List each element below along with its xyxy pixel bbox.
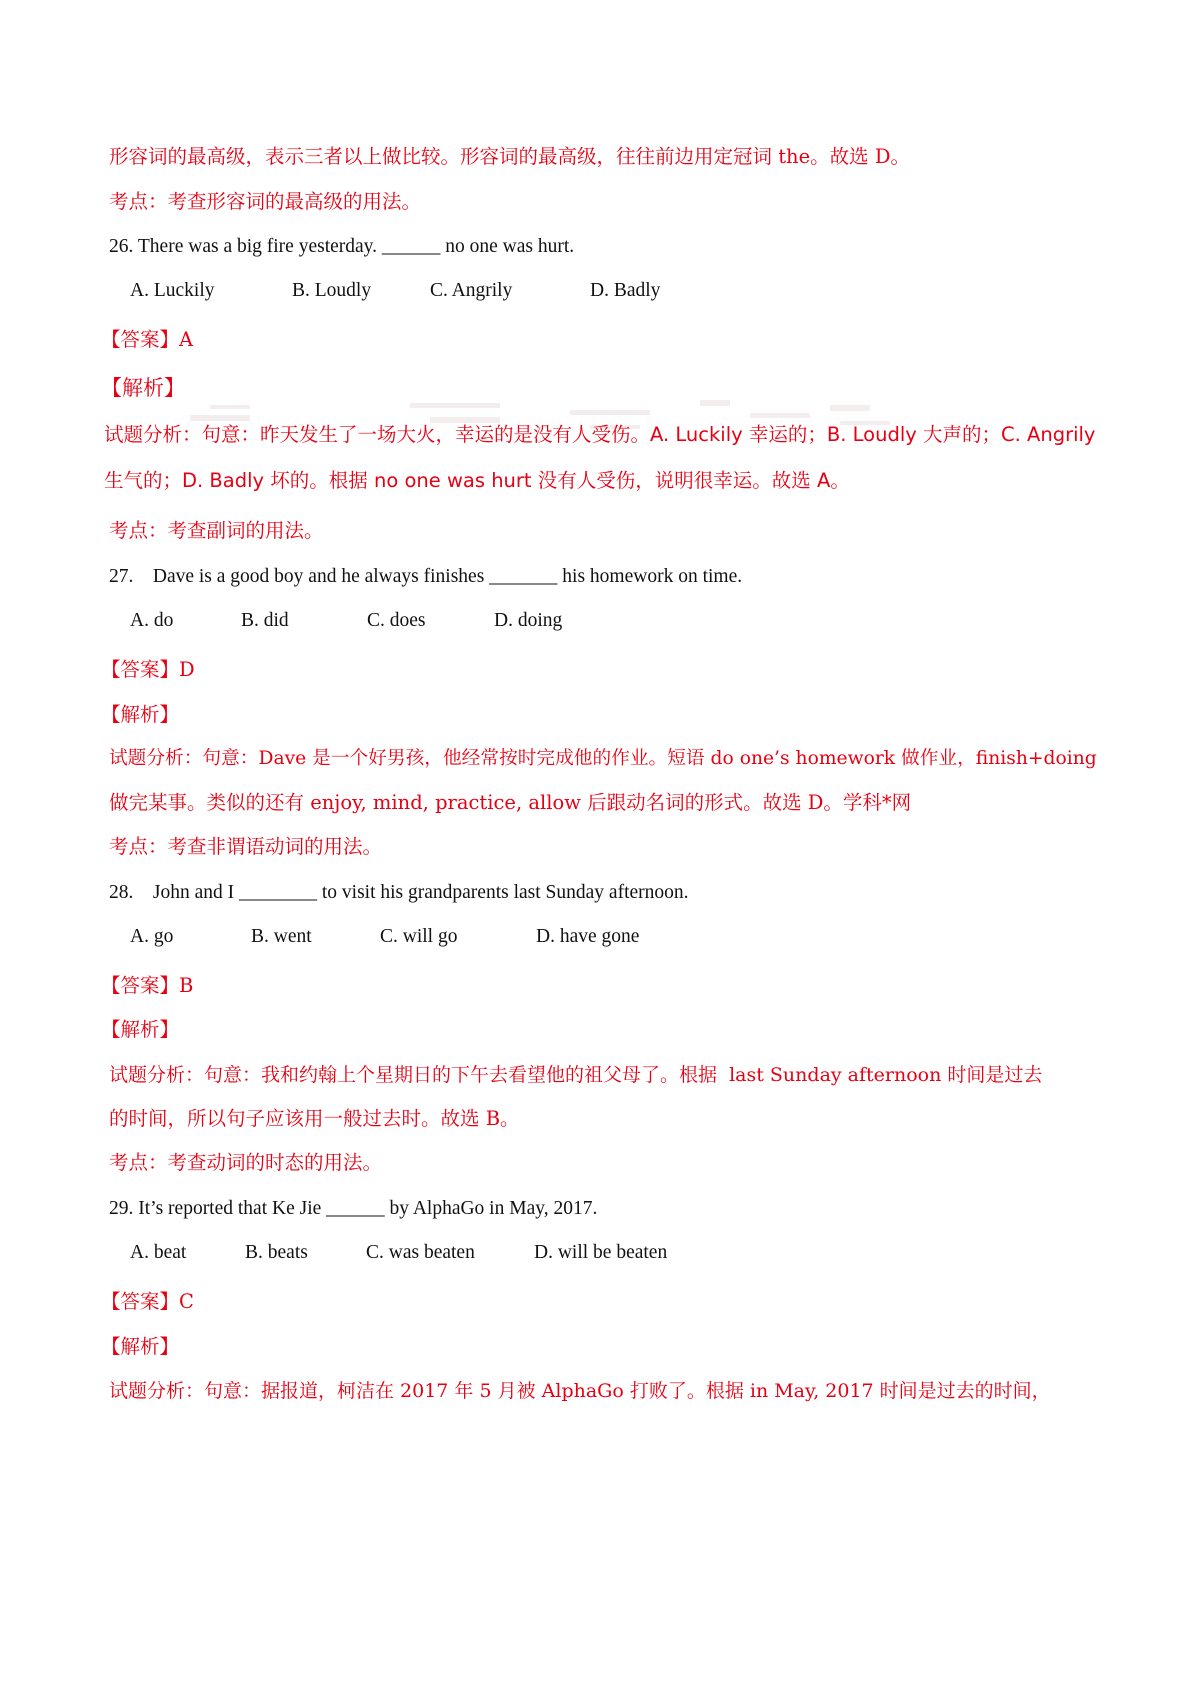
option-d: D. will be beaten [534, 1242, 668, 1263]
option-c: C. Angrily [430, 280, 513, 301]
question-27-analysis-line2: 做完某事。类似的还有 enjoy, mind, practice, allow 后跟动名词的形式。故选 D。学科*网 [109, 791, 912, 814]
question-28-jiexi-label: 【解析】 [101, 1018, 180, 1041]
question-26-stem: 26. There was a big fire yesterday. ______ no one was hurt. [109, 236, 575, 257]
question-29-stem: 29. It’s reported that Ke Jie ______ by AlphaGo in May, 2017. [109, 1198, 598, 1219]
option-b: B. went [251, 926, 312, 947]
option-d: D. have gone [536, 926, 640, 947]
question-27-analysis-line1: 试题分析：句意：Dave 是一个好男孩，他经常按时完成他的作业。短语 do one’s homework 做作业，finish+doing [109, 748, 1097, 769]
question-29-answer: 【答案】C [101, 1290, 194, 1313]
option-a: A. Luckily [130, 280, 215, 301]
question-26-analysis-line1: 试题分析：句意：昨天发生了一场大火，幸运的是没有人受伤。A. Luckily 幸运的；B. Loudly 大声的；C. Angrily [104, 423, 1096, 446]
option-d: D. Badly [590, 280, 661, 301]
option-c: C. does [367, 610, 426, 631]
option-a: A. beat [130, 1242, 187, 1263]
question-26-analysis-line2: 生气的；D. Badly 坏的。根据 no one was hurt 没有人受伤，说明很幸运。故选 A。 [104, 469, 850, 492]
question-27-options [130, 606, 830, 636]
option-b: B. beats [245, 1242, 308, 1263]
question-26-jiexi-label: 【解析】 [101, 376, 185, 400]
question-26-kaodian: 考点：考查副词的用法。 [109, 519, 324, 542]
question-29-options [130, 1238, 830, 1268]
option-b: B. did [241, 610, 289, 631]
intro-analysis-text: 形容词的最高级，表示三者以上做比较。形容词的最高级，往往前边用定冠词 the。故选 D。 [109, 145, 910, 168]
intro-kaodian: 考点：考查形容词的最高级的用法。 [109, 190, 422, 213]
question-29-analysis-line1: 试题分析：句意：据报道，柯洁在 2017 年 5 月被 AlphaGo 打败了。根据 in May, 2017 时间是过去的时间， [109, 1380, 1051, 1402]
question-28-stem: 28. John and I ________ to visit his grandparents last Sunday afternoon. [109, 882, 689, 903]
question-28-answer: 【答案】B [101, 974, 194, 997]
option-c: C. was beaten [366, 1242, 475, 1263]
question-28-kaodian: 考点：考查动词的时态的用法。 [109, 1151, 383, 1174]
option-a: A. go [130, 926, 174, 947]
question-27-jiexi-label: 【解析】 [101, 703, 180, 726]
question-29-jiexi-label: 【解析】 [101, 1335, 180, 1358]
option-d: D. doing [494, 610, 563, 631]
question-27-answer: 【答案】D [101, 658, 195, 681]
question-28-options [130, 922, 830, 952]
question-28-analysis-line1: 试题分析：句意：我和约翰上个星期日的下午去看望他的祖父母了。根据 last Sunday afternoon 时间是过去 [109, 1064, 1043, 1086]
option-a: A. do [130, 610, 174, 631]
question-26-options [130, 276, 830, 306]
option-c: C. will go [380, 926, 458, 947]
question-26-answer: 【答案】A [101, 328, 194, 351]
question-27-stem: 27. Dave is a good boy and he always finishes _______ his homework on time. [109, 566, 743, 587]
question-27-kaodian: 考点：考查非谓语动词的用法。 [109, 835, 383, 858]
question-28-analysis-line2: 的时间，所以句子应该用一般过去时。故选 B。 [109, 1107, 520, 1130]
option-b: B. Loudly [292, 280, 372, 301]
